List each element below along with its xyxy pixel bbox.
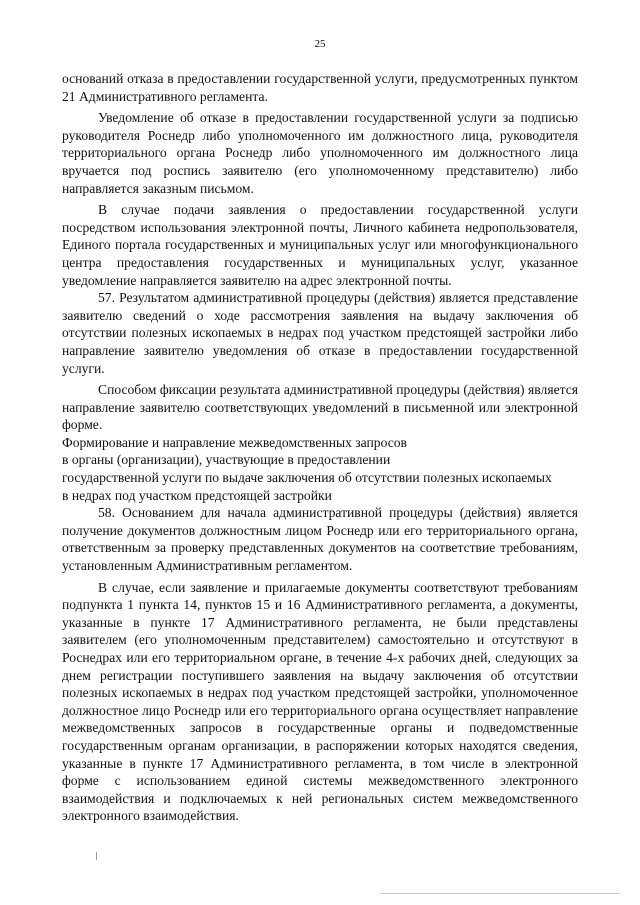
paragraph-58: 58. Основанием для начала административной процедуры (действия) является получение документов должностным лицом Роснедр или его территориального органа, ответственным за проверку представленных документов на соответствие требованиям, установленным Административным регламентом. xyxy=(62,505,578,574)
paragraph-57: 57. Результатом административной процедуры (действия) является представление заявителю сведений о ходе рассмотрения заявления на выдачу заключения об отсутствии полезных ископаемых в недрах под участком предстоящей застройки либо направление заявителю уведомления об отказе в предоставлении государственной услуги. xyxy=(62,290,578,376)
scan-artifact-mark xyxy=(96,852,97,860)
document-body xyxy=(62,70,578,825)
heading-line: Формирование и направление межведомственных запросов xyxy=(62,434,407,450)
heading-line: в недрах под участком предстоящей застройки xyxy=(62,487,332,503)
paragraph-electronic-submission: В случае подачи заявления о предоставлении государственной услуги посредством использования электронной почты, Личного кабинета недропользователя, Единого портала государственных и муниципальных услуг или многофункционального центра предоставления государственных и муниципальных услуг, указанное уведомление направляется заявителю на адрес электронной почты. xyxy=(62,202,578,288)
paragraph-fixation: Способом фиксации результата административной процедуры (действия) является направление заявителю соответствующих уведомлений в письменной или электронной форме. xyxy=(62,382,578,433)
paragraph-interagency-requests: В случае, если заявление и прилагаемые документы соответствуют требованиям подпункта 1 пункта 14, пунктов 15 и 16 Административного регламента, а документы, указанные в пункте 17 Административного регламента, не были представлены заявителем (его уполномоченным представителем) самостоятельно и отсутствуют в Роснедрах или его территориальном органе, в течение 4-х рабочих дней, следующих за днем регистрации поступившего заявления на выдачу заключения об отсутствии полезных ископаемых в недрах под участком предстоящей застройки, уполномоченное должностное лицо Роснедр или его территориального органа осуществляет направление межведомственных запросов в государственные органы и подведомственные государственным органам организации, в распоряжении которых находятся сведения, указанные в пункте 17 Административного регламента, в том числе в электронной форме с использованием единой системы межведомственного электронного взаимодействия и подключаемых к ней региональных систем межведомственного электронного взаимодействия. xyxy=(62,579,578,824)
paragraph-refusal-notice: Уведомление об отказе в предоставлении государственной услуги за подписью руководителя Роснедр либо уполномоченного им должностного лица, руководителя территориального органа Роснедр либо уполномоченного им должностного лица вручается под роспись заявителю (его уполномоченному представителю) либо направляется заказным письмом. xyxy=(62,110,578,196)
heading-line: государственной услуги по выдаче заключения об отсутствии полезных ископаемых xyxy=(62,470,552,486)
heading-line: в органы (организации), участвующие в предоставлении xyxy=(62,452,391,468)
section-heading xyxy=(62,434,578,504)
scan-artifact-edge xyxy=(380,893,620,894)
paragraph-continuation: оснований отказа в предоставлении государственной услуги, предусмотренных пунктом 21 Административного регламента. xyxy=(62,71,578,104)
page-number: 25 xyxy=(314,38,326,50)
